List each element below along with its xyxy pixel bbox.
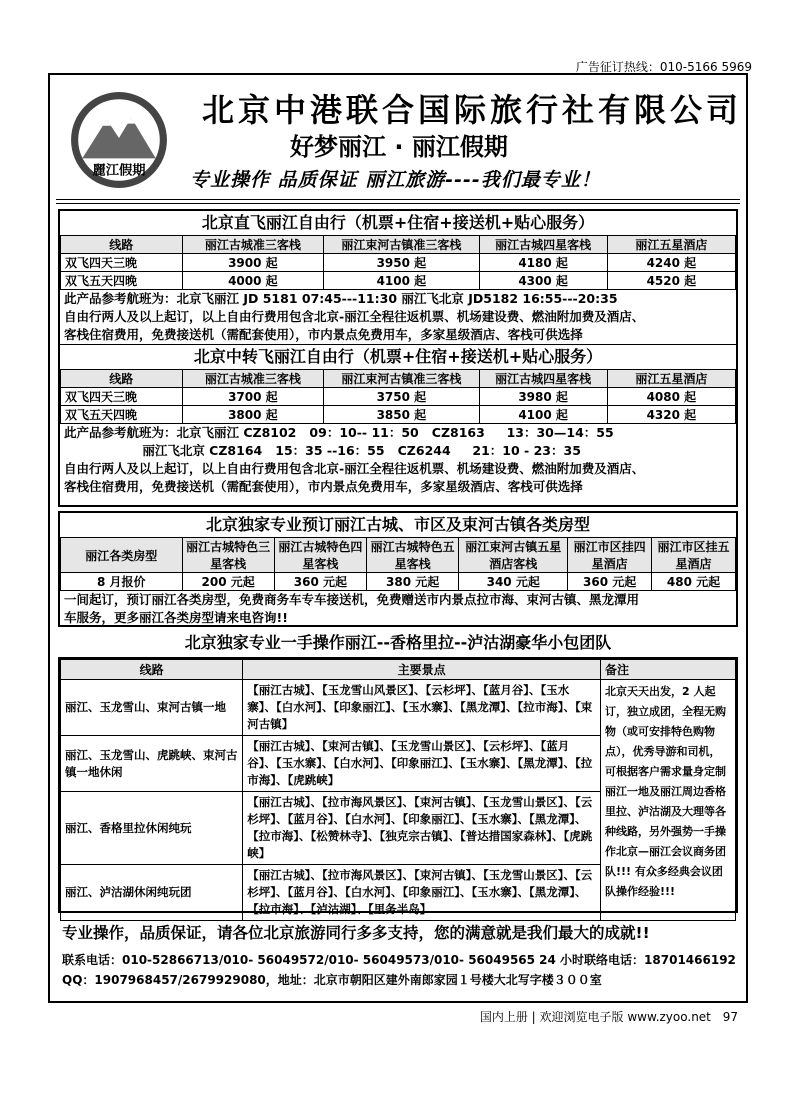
room-price-table: [60, 537, 736, 591]
table-row: [61, 680, 736, 736]
spots-cell: 【丽江古城】、【束河古镇】、【玉龙雪山景区】、【云杉坪】、【蓝月谷】、【玉水寨】、【白水河】、【印象丽江】、【玉水寨】、【黑龙潭】、【拉市海】、【虎跳峡】: [243, 736, 601, 792]
table-header: 丽江五星酒店: [607, 370, 735, 388]
price-label: 8 月报价: [61, 573, 183, 591]
section-group-title: 北京独家专业一手操作丽江--香格里拉--泸沽湖豪华小包团队: [184, 633, 612, 652]
terms-note: 自由行两人及以上起订，以上自由行费用包含北京-丽江全程往返机票、机场建设费、燃油附加费及酒店、: [64, 309, 645, 324]
company-name: 北京中港联合国际旅行社有限公司: [202, 91, 743, 129]
route-cell: 双飞五天四晚: [61, 406, 183, 424]
spots-cell: 【丽江古城】、【玉龙雪山风景区】、【云杉坪】、【蓝月谷】、【玉水寨】、【白水河】、【印象丽江】、【玉水寨】、【黑龙潭】、【拉市海】、【束河古镇】: [243, 680, 601, 736]
route-cell: 丽江、玉龙雪山、虎跳峡、束河古镇一地休闲: [61, 736, 243, 792]
direct-price-table: [60, 235, 736, 290]
price-cell: 4100 起: [324, 272, 479, 290]
table-header: 线路: [61, 236, 183, 254]
table-header: 丽江束河古镇准三客栈: [324, 370, 479, 388]
route-cell: 双飞四天三晚: [61, 388, 183, 406]
price-cell: 200 元起: [182, 573, 274, 591]
section-transfer-title: 北京中转飞丽江自由行（机票+住宿+接送机+贴心服务）: [60, 344, 736, 369]
room-note: 一间起订，预订丽江各类房型，免费商务车专车接送机，免费赠送市内景点拉市海、束河古镇、黑龙潭用: [64, 592, 640, 607]
table-header: 丽江市区挂四星酒店: [568, 538, 652, 573]
price-cell: 4300 起: [479, 272, 607, 290]
table-header: 丽江古城准三客栈: [182, 370, 324, 388]
ad-frame: [48, 73, 748, 1003]
table-header: 主要景点: [243, 660, 601, 680]
page-footer-label: 国内上册 | 欢迎浏览电子版 www.zyoo.net: [479, 1010, 711, 1024]
group-tour-table: [60, 659, 736, 921]
divider: [56, 199, 740, 200]
table-header: 丽江古城特色三星客栈: [182, 538, 274, 573]
price-cell: 3750 起: [324, 388, 479, 406]
footer-motto: 专业操作，品质保证，请各位北京旅游同行多多支持，您的满意就是我们最大的成就!!: [62, 924, 650, 942]
price-cell: 4520 起: [607, 272, 735, 290]
route-cell: 双飞四天三晚: [61, 254, 183, 272]
freetour-box: [58, 209, 738, 507]
company-logo: [68, 89, 170, 191]
table-header: 丽江各类房型: [61, 538, 183, 573]
price-cell: 360 元起: [274, 573, 366, 591]
flight-note: 丽江飞北京 CZ8164 15：35 --16：55 CZ6244 21：10 - 23：35: [64, 443, 581, 458]
page-footer: [480, 1008, 738, 1025]
table-header: 丽江古城四星客栈: [479, 370, 607, 388]
table-row: [61, 388, 736, 406]
table-row: [61, 254, 736, 272]
table-header: 丽江古城特色五星客栈: [367, 538, 459, 573]
spots-cell: 【丽江古城】、【拉市海风景区】、【束河古镇】、【玉龙雪山景区】、【云杉坪】、【蓝月谷】、【白水河】、【印象丽江】、【玉水寨】、【黑龙潭】、【拉市海】、【松赞林寺】、【独克宗古镇】、【普达措国家森林】、【虎跳峡】: [243, 792, 601, 865]
contact-qq-address: QQ：1907968457/2679929080，地址：北京市朝阳区建外南郎家园１号楼大北写字楼３００室: [62, 973, 602, 987]
route-cell: 双飞五天四晚: [61, 272, 183, 290]
terms-note: 自由行两人及以上起订，以上自由行费用包含北京-丽江全程往返机票、机场建设费、燃油附加费及酒店、: [64, 461, 645, 476]
slogan: 专业操作 品质保证 丽江旅游----我们最专业！: [190, 169, 601, 191]
route-cell: 丽江、玉龙雪山、束河古镇一地: [61, 680, 243, 736]
table-header: 丽江市区挂五星酒店: [652, 538, 736, 573]
table-header: 丽江古城四星客栈: [479, 236, 607, 254]
table-header: 备注: [601, 660, 736, 680]
price-cell: 4320 起: [607, 406, 735, 424]
section-room-title: 北京独家专业预订丽江古城、市区及束河古镇各类房型: [205, 515, 590, 534]
table-header: 丽江古城准三客栈: [182, 236, 324, 254]
flight-note: 此产品参考航班为：北京飞丽江 JD 5181 07:45---11:30 丽江飞北京 JD5182 16:55---20:35: [64, 291, 618, 306]
table-header: 丽江束河古镇五星酒店客栈: [459, 538, 568, 573]
price-cell: 3800 起: [182, 406, 324, 424]
price-cell: 4180 起: [479, 254, 607, 272]
price-cell: 3700 起: [182, 388, 324, 406]
ad-hotline: 广告征订热线：010-5166 5969: [575, 60, 752, 74]
remark-cell: 北京天天出发，2 人起订，独立成团，全程无购物（或可安排特色购物点），优秀导游和司机，可根据客户需求量身定制丽江一地及丽江周边香格里拉、泸沽湖及大理等各种线路，另外强势一手操作北京—丽江会议商务团队!!! 有众多经典会议团队操作经验!!!: [601, 680, 736, 921]
price-cell: 3900 起: [182, 254, 324, 272]
table-row: [61, 272, 736, 290]
table-row: [61, 406, 736, 424]
page-number: 97: [722, 1010, 738, 1024]
terms-note: 客栈住宿费用，免费接送机（需配套使用），市内景点免费用车，多家星级酒店、客栈可供选择: [64, 479, 583, 494]
price-cell: 3980 起: [479, 388, 607, 406]
table-header: 丽江五星酒店: [607, 236, 735, 254]
spots-cell: 【丽江古城】、【拉市海风景区】、【束河古镇】、【玉龙雪山景区】、【云杉坪】、【蓝月谷】、【白水河】、【印象丽江】、【玉水寨】、【黑龙潭】、【拉市海】、【泸沽湖】、【里务半岛】: [243, 865, 601, 921]
section-direct-title: 北京直飞丽江自由行（机票+住宿+接送机+贴心服务）: [201, 213, 595, 232]
table-row: [61, 573, 736, 591]
flight-note: 此产品参考航班为：北京飞丽江 CZ8102 09：10-- 11：50 CZ8163 13：30—14：55: [64, 425, 614, 440]
route-cell: 丽江、香格里拉休闲纯玩: [61, 792, 243, 865]
table-header: 线路: [61, 660, 243, 680]
table-header: 线路: [61, 370, 183, 388]
room-note: 车服务，更多丽江各类房型请来电咨询!!: [64, 610, 288, 625]
divider: [56, 203, 740, 204]
transfer-price-table: [60, 369, 736, 424]
brand-subtitle: 好梦丽江 · 丽江假期: [290, 133, 508, 161]
price-cell: 380 元起: [367, 573, 459, 591]
price-cell: 480 元起: [652, 573, 736, 591]
logo-text: 麗江假期: [92, 163, 146, 179]
price-cell: 4100 起: [479, 406, 607, 424]
room-box: [58, 511, 738, 627]
table-header: 丽江束河古镇准三客栈: [324, 236, 479, 254]
price-cell: 4000 起: [182, 272, 324, 290]
price-cell: 4240 起: [607, 254, 735, 272]
price-cell: 3850 起: [324, 406, 479, 424]
contact-phone: 联系电话：010-52866713/010- 56049572/010- 56049573/010- 56049565 24 小时联络电话：18701466192: [62, 953, 736, 967]
route-cell: 丽江、泸沽湖休闲纯玩团: [61, 865, 243, 921]
price-cell: 360 元起: [568, 573, 652, 591]
price-cell: 3950 起: [324, 254, 479, 272]
price-cell: 4080 起: [607, 388, 735, 406]
terms-note: 客栈住宿费用，免费接送机（需配套使用），市内景点免费用车，多家星级酒店、客栈可供选择: [64, 327, 583, 342]
group-box: [58, 657, 738, 916]
price-cell: 340 元起: [459, 573, 568, 591]
table-header: 丽江古城特色四星客栈: [274, 538, 366, 573]
